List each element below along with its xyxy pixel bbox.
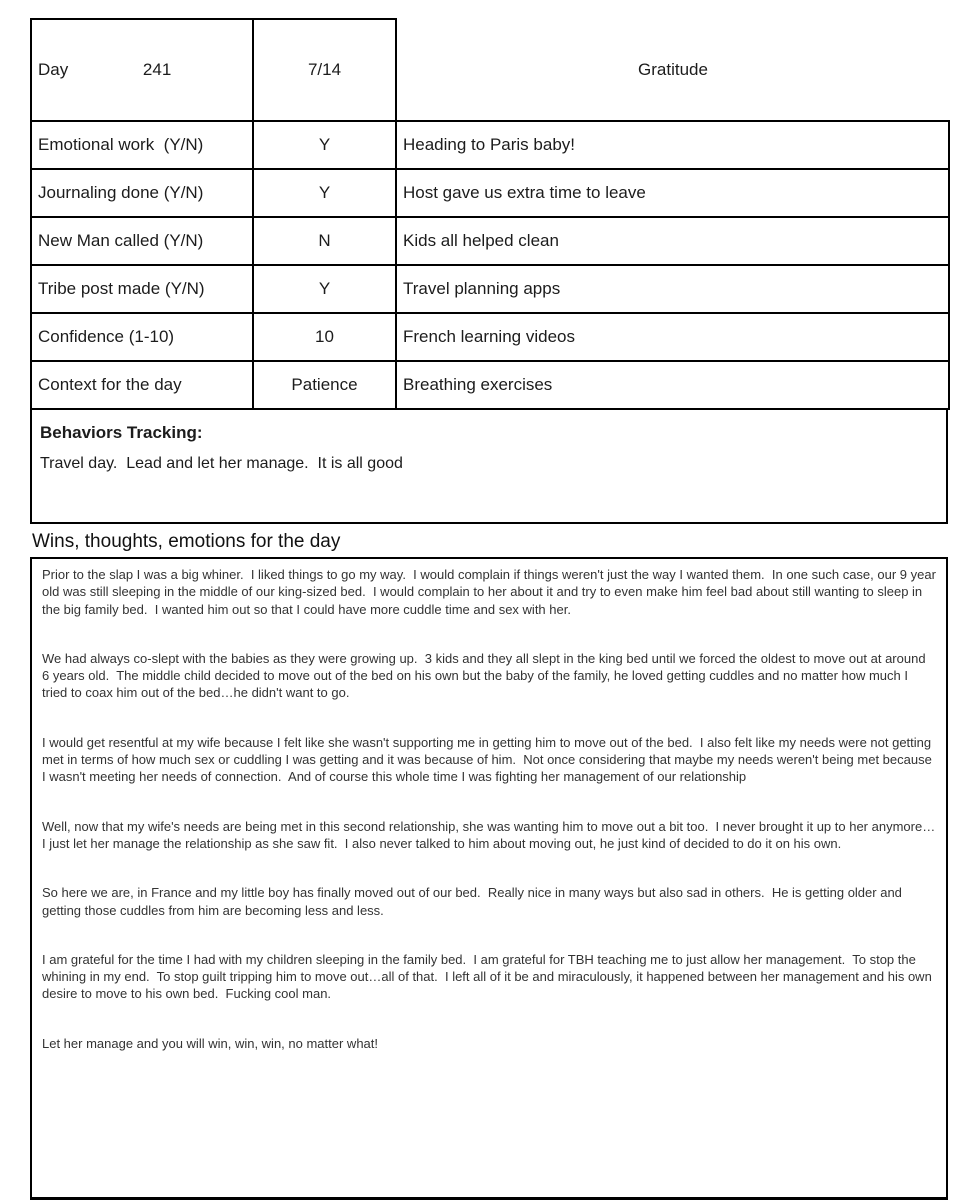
tracker-row-label: Context for the day: [31, 361, 253, 409]
tracker-table: [30, 18, 950, 410]
tracker-row-value: Y: [253, 169, 396, 217]
gratitude-entry: Breathing exercises: [396, 361, 949, 409]
wins-paragraph: So here we are, in France and my little boy has finally moved out of our bed. Really nice in many ways but also sad in others. He is getting older and getting those cuddles from him are becoming less and less.: [42, 885, 906, 918]
tracker-row: [31, 121, 949, 169]
tracker-row: [31, 265, 949, 313]
tracker-row: [31, 169, 949, 217]
wins-paragraph: We had always co-slept with the babies as they were growing up. 3 kids and they all slept in the king bed until we forced the oldest to move out at around 6 years old. The middle child decided to move out of the bed on his own but the baby of the family, he loved getting cuddles and no matter how much I tried to coax him out of the bed…he didn't want to go.: [42, 650, 930, 701]
behaviors-box: [30, 410, 948, 524]
tracker-header-row: [31, 19, 949, 121]
tracker-row-label: Emotional work (Y/N): [31, 121, 253, 169]
wins-paragraph: Well, now that my wife's needs are being met in this second relationship, she was wanting him to move out a bit too. I never brought it up to her anymore…I just let her manage the relationship as she saw fit. I also never talked to him about moving out, he just kind of decided to do it on his own.: [42, 818, 936, 851]
gratitude-entry: Heading to Paris baby!: [396, 121, 949, 169]
day-label: Day: [38, 60, 69, 79]
day-cell: [31, 19, 253, 121]
wins-paragraphs: [42, 566, 940, 1052]
tracker-row-label: Journaling done (Y/N): [31, 169, 253, 217]
tracker-body: [31, 19, 949, 409]
gratitude-entry: Travel planning apps: [396, 265, 949, 313]
tracker-row-value: N: [253, 217, 396, 265]
tracker-row-label: Confidence (1-10): [31, 313, 253, 361]
wins-paragraph: Prior to the slap I was a big whiner. I liked things to go my way. I would complain if things weren't just the way I wanted them. In one such case, our 9 year old was still sleeping in the middle of our king-sized bed. I would complain to her about it and try to even make him feel bad about still wanting to sleep in the big family bed. I wanted him out so that I could have more cuddle time and sex with her.: [42, 567, 940, 617]
tracker-row-label: Tribe post made (Y/N): [31, 265, 253, 313]
behaviors-title: Behaviors Tracking:: [40, 423, 203, 442]
tracker-row-value: Y: [253, 121, 396, 169]
tracker-row: [31, 313, 949, 361]
behaviors-text: Travel day. Lead and let her manage. It is all good: [40, 455, 403, 472]
wins-paragraph: Let her manage and you will win, win, win, no matter what!: [42, 1035, 379, 1051]
tracker-row-label: New Man called (Y/N): [31, 217, 253, 265]
tracker-row: [31, 361, 949, 409]
gratitude-entry: Kids all helped clean: [396, 217, 949, 265]
tracker-row-value: 10: [253, 313, 396, 361]
tracker-row-value: Patience: [253, 361, 396, 409]
tracker-row: [31, 217, 949, 265]
date-cell: 7/14: [253, 19, 396, 121]
gratitude-entry: French learning videos: [396, 313, 949, 361]
gratitude-entry: Host gave us extra time to leave: [396, 169, 949, 217]
tracker-row-value: Y: [253, 265, 396, 313]
day-number: 241: [142, 60, 172, 79]
wins-text-box: [30, 557, 948, 1200]
wins-section-title: Wins, thoughts, emotions for the day: [32, 531, 341, 552]
wins-paragraph: I would get resentful at my wife because I felt like she wasn't supporting me in getting him to move out of the bed. I also felt like my needs were not getting met in terms of how much sex or cuddling I was getting and it was because of him. Not once considering that maybe my needs weren't being met because I wasn't meeting her needs of connection. And of course this whole time I was fighting her management of our relationship: [42, 734, 936, 785]
gratitude-column-header: Gratitude: [638, 59, 708, 79]
wins-paragraph: I am grateful for the time I had with my children sleeping in the family bed. I am grateful for TBH teaching me to just allow her management. To stop the whining in my end. To stop guilt tripping him to move out…all of that. I left all of it be and miraculously, it happened between her management and his own desire to move to his own bed. Fucking cool man.: [42, 951, 936, 1002]
